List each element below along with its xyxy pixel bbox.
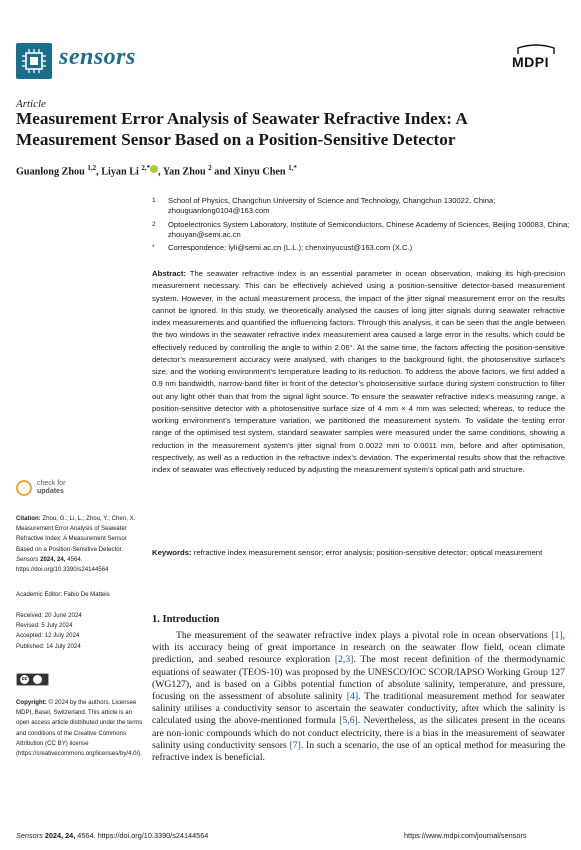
check-for-updates-button[interactable] <box>16 480 76 500</box>
footer-doi-link[interactable]: 4564. https://doi.org/10.3390/s24144564 <box>77 831 209 840</box>
author-name[interactable]: Liyan Li <box>101 166 139 178</box>
citation-label: Citation: <box>16 515 41 522</box>
affiliation-number: 2 <box>152 220 156 228</box>
footer-year-volume: 2024, 24, <box>44 831 76 840</box>
affiliation-text: School of Physics, Changchun University of Science and Technology, Changchun 130022, China; zhouguanlong0104@163.com <box>168 196 496 216</box>
affiliation-item <box>152 220 572 241</box>
intro-text: . Nevertheless, as the silicates present in the oceans are non-ionic compounds which do not conduct electricity, there is a bias in the measurement of seawater salinity using conductivity sensors <box>152 715 565 751</box>
affiliations <box>152 196 572 256</box>
author-name[interactable]: Yan Zhou <box>162 166 206 178</box>
author-list: Guanlong Zhou $^{1,2}$, Liyan Li $^{2,*}$ , Yan Zhou $^2$ and Xinyu Chen $^{1,*}$ <box>16 164 297 178</box>
date-accepted: Accepted: 12 July 2024 <box>16 632 80 640</box>
reference-link[interactable]: [7] <box>289 739 301 751</box>
article-type: Article <box>16 98 46 110</box>
cc-icon: cc <box>21 676 28 682</box>
citation-doi-link[interactable]: 4564. https://doi.org/10.3390/s24144564 <box>16 555 109 574</box>
citation-journal: Sensors <box>16 555 39 563</box>
orcid-icon[interactable] <box>150 165 158 173</box>
citation-text: Zhou, G.; Li, L.; Zhou, Y.; Chen, X. Measurement Error Analysis of Seawater Refractive Index: A Measurement Sensor Based on a Position-Sensitive Detector. <box>16 515 136 553</box>
correspondence-item <box>152 243 572 253</box>
citation-volume: 2024, 24, <box>40 555 66 563</box>
copyright-text: © 2024 by the authors. Licensee MDPI, Basel, Switzerland. This article is an open access article distributed under the terms and conditions of the Creative Commons Attribution (CC BY) license (https://creativecommons.org/licenses/by/4.0/). <box>16 699 143 758</box>
affiliation-number: 1 <box>152 197 156 204</box>
check-updates-line2: updates <box>37 488 64 495</box>
check-updates-icon <box>16 480 32 496</box>
date-revised: Revised: 5 July 2024 <box>16 622 73 630</box>
copyright-notice <box>16 698 144 759</box>
intro-text: . In such a scenario, the use of an optical method for measuring the refractive index is beneficial. <box>152 739 565 764</box>
keywords <box>152 547 565 559</box>
footer-citation <box>16 831 208 840</box>
affiliation-number: * <box>152 244 155 252</box>
citation-block <box>16 514 144 575</box>
academic-editor: Academic Editor: Fabio De Matteis <box>16 591 110 598</box>
reference-link[interactable]: [4] <box>346 691 359 703</box>
author-affiliation-marker: 2 <box>208 164 212 172</box>
cc-license-badge[interactable] <box>16 673 49 686</box>
keywords-label: Keywords: <box>152 548 192 557</box>
publisher-name: MDPI <box>512 54 549 70</box>
mdpi-shield-icon <box>512 44 560 54</box>
intro-text: The measurement of the seawater refractive index plays a pivotal role in ocean observations <box>176 630 552 641</box>
correspondence-text: Correspondence: lyli@semi.ac.cn (L.L.); chenxinyucust@163.com (X.C.) <box>168 243 413 253</box>
abstract-text: The seawater refractive index is an essential parameter in ocean observation, making its high-precision measurement necessary. This can be effectively achieved using a position-sensitive detector-based measurement system. However, in the actual measurement process, the impact of the jitter signal measurement error on the results cannot be ignored. In this study, we theoretically analysed the causes of long jitter signals during seawater refractive index measurements and quantified the influencing factors. Through this analysis, it can be seen that the angle between the two windows in the seawater refractive index measurement area caused a large error in the results, which could be effectively reduced by controlling the angle to within 2.06°. At the same time, the factors affecting the position-sensitive detector’s measurement accuracy were analysed, with changes to the background light, the photosensitive surface’s size, and the working environment’s temperature leading to its reduction. To address the above factors, we first added a 0.9 nm bandwidth, narrow-band filter in front of the detector’s photosensitive surface during system construction to filter out any light other than that from the signal light source. To ensure the seawater refractive index’s measuring range, a position-sensitive detector with a photosensitive surface size of 4 mm × 4 mm was selected; whereas, to reduce the working environment’s temperature variation, we partitioned the measurement system. To validate the testing error range of the optimised test system, standard seawater samples were measured under the same conditions, showing a reduction in the measurement system’s jitter signal from 0.0022 mm to 0.0011 mm, before and after optimisation, respectively, as well as a reduction in the refractive index’s deviation. The experimental results show that the refractive index of seawater was effectively reduced by adjusting the measurement system’s optical path and structure. <box>152 269 566 474</box>
check-updates-line1: check for <box>37 480 66 487</box>
reference-link[interactable]: [1] <box>551 630 563 641</box>
affiliation-text: Optoelectronics System Laboratory, Institute of Semiconductors, Chinese Academy of Sciences, Beijing 100083, China; zhouyan@semi.ac.cn <box>168 219 570 239</box>
author-name[interactable]: Guanlong Zhou <box>16 166 85 178</box>
keywords-text: refractive index measurement sensor; error analysis; position-sensitive detector; optical measurement <box>193 548 543 557</box>
date-published: Published: 14 July 2024 <box>16 642 81 650</box>
journal-name[interactable]: sensors <box>59 44 136 70</box>
reference-link[interactable]: [5,6] <box>339 715 358 727</box>
author-affiliation-marker: 2,* <box>141 164 151 172</box>
footer-journal: Sensors <box>16 831 43 840</box>
abstract-label: Abstract: <box>152 269 187 278</box>
date-received: Received: 20 June 2024 <box>16 612 82 619</box>
intro-text: . The traditional measurement method for seawater salinity utilises a conductivity sensor to ascertain the seawater conductivity, after which the salinity is calculated using the above-mentioned formula <box>152 691 565 727</box>
publisher-logo[interactable] <box>512 54 560 76</box>
journal-logo <box>16 43 52 79</box>
copyright-label: Copyright: <box>16 699 47 706</box>
reference-link[interactable]: [2,3] <box>334 654 354 666</box>
abstract <box>152 268 565 476</box>
author-affiliation-marker: 1,2 <box>87 164 97 172</box>
intro-text: , with its accuracy being of great importance in research on the seawater flow field, ocean climate prediction, and seabed resource exploration <box>152 630 565 666</box>
section-heading: 1. Introduction <box>152 614 220 625</box>
footer-journal-url[interactable]: https://www.mdpi.com/journal/sensors <box>404 831 527 840</box>
affiliation-item <box>152 196 572 217</box>
introduction-text <box>152 630 565 764</box>
by-icon <box>33 675 42 684</box>
intro-text: . The most recent definition of the thermodynamic equations of seawater (TEOS-10) was proposed by the UNESCO/IOC SCOR/IAPSO Working Group 127 (WG127), and is based on a Gibbs potential function of absolute salinity, temperature, and pressure, focusing on the assessment of absolute salinity <box>152 654 565 703</box>
author-affiliation-marker: 1,* <box>288 164 297 172</box>
article-title: Measurement Error Analysis of Seawater Refractive Index: A Measurement Sensor Based on a Position-Sensitive Detector <box>16 109 467 149</box>
author-name[interactable]: Xinyu Chen <box>233 166 286 178</box>
publication-dates <box>16 611 144 652</box>
